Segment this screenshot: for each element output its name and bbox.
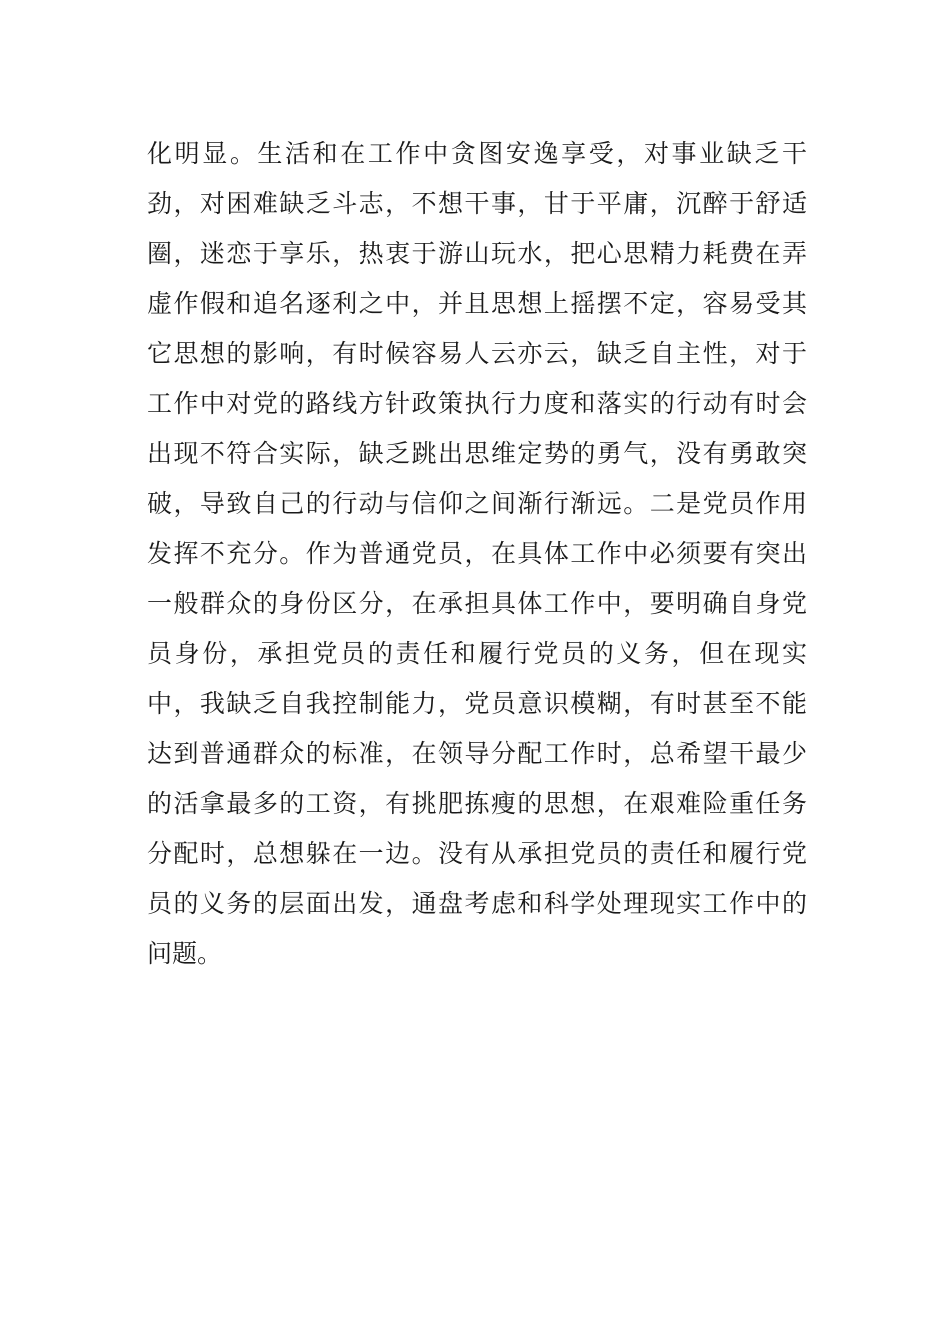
text-line: 化明显。生活和在工作中贪图安逸享受，对事业缺乏干 [147,139,807,168]
text-line: 员身份，承担党员的责任和履行党员的义务，但在现实 [147,639,807,668]
text-line: 一般群众的身份区分，在承担具体工作中，要明确自身党 [147,589,807,618]
text-line: 圈，迷恋于享乐，热衷于游山玩水，把心思精力耗费在弄 [147,239,807,268]
text-line: 问题。 [147,939,223,968]
text-line: 员的义务的层面出发，通盘考虑和科学处理现实工作中的 [147,889,807,918]
body-paragraph [147,129,807,979]
text-line: 劲，对困难缺乏斗志，不想干事，甘于平庸，沉醉于舒适 [147,189,807,218]
text-line: 虚作假和追名逐利之中，并且思想上摇摆不定，容易受其 [147,289,807,318]
text-line: 中，我缺乏自我控制能力，党员意识模糊，有时甚至不能 [147,689,807,718]
text-line: 分配时，总想躲在一边。没有从承担党员的责任和履行党 [147,839,807,868]
text-line: 它思想的影响，有时候容易人云亦云，缺乏自主性，对于 [147,339,807,368]
text-line: 达到普通群众的标准，在领导分配工作时，总希望干最少 [147,739,807,768]
text-line: 出现不符合实际，缺乏跳出思维定势的勇气，没有勇敢突 [147,439,807,468]
text-line: 发挥不充分。作为普通党员，在具体工作中必须要有突出 [147,539,807,568]
text-line: 工作中对党的路线方针政策执行力度和落实的行动有时会 [147,389,807,418]
text-line: 的活拿最多的工资，有挑肥拣瘦的思想，在艰难险重任务 [147,789,807,818]
text-line: 破，导致自己的行动与信仰之间渐行渐远。二是党员作用 [147,489,807,518]
